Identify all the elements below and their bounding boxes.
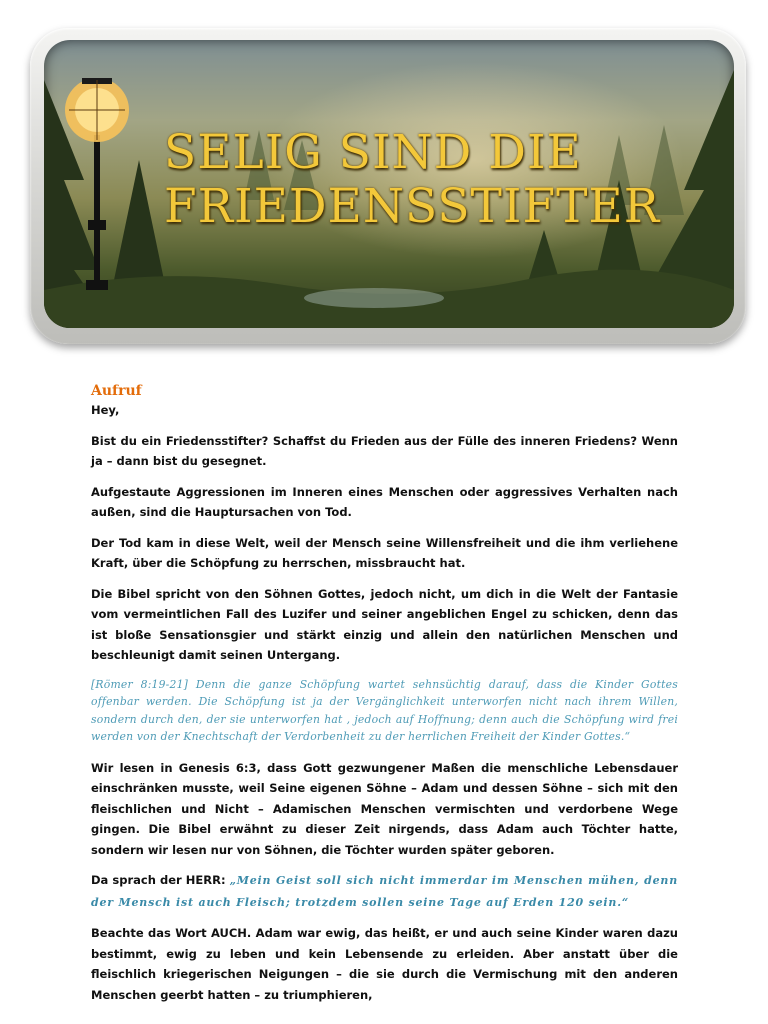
paragraph-7 (91, 923, 678, 1005)
paragraph-1: Bist du ein Friedensstifter? Schaffst du Frieden aus der Fülle des inneren Friedens? Wenn ja – dann bist du gesegnet. (91, 433, 678, 468)
banner-title-line2: FRIEDENSSTIFTER (164, 179, 661, 234)
herr-colon: : (220, 873, 230, 887)
greeting: Hey, (91, 403, 120, 417)
p7-lead: Beachte das Wort (91, 926, 211, 940)
p7-auch-word: AUCH (210, 926, 247, 940)
paragraph-4: Die Bibel spricht von den Söhnen Gottes, jedoch nicht, um dich in die Welt der Fantasie vom vermeintlichen Fall des Luzifer und seiner angeblichen Engel zu schicken, denn das ist bloße Sensationsgier und stärkt einzig und allein den natürlichen Menschen und beschleunigt damit seinen Untergang. (91, 586, 678, 662)
paragraph-5: Wir lesen in Genesis 6:3, dass Gott gezwungener Maßen die menschliche Lebensdauer einschränken musste, weil Seine eigenen Söhne – Adam und dessen Söhne – sich mit den fleischlichen und Nicht – Adamischen Menschen vermischten und verdorbene Wege gingen. Die Bibel erwähnt zu dieser Zeit nirgends, dass Adam auch Töchter hatte, sondern wir lesen nur von Söhnen, die Töchter wurden später geboren. (91, 760, 678, 857)
herr-lead: Da sprach der HERR (91, 873, 221, 887)
p7-rest: . Adam war ewig, das heißt, er und auch seine Kinder waren dazu bestimmt, ewig zu leben und kein Lebensende zu erleiden. Aber anstatt über die fleischlich kriegerischen Neigungen – die sie durch die Vermischung mit den anderen Menschen geerbt hatten – zu triumphieren, (91, 926, 678, 1002)
banner-image (44, 40, 734, 328)
paragraph-2: Aufgestaute Aggressionen im Inneren eines Menschen oder aggressives Verhalten nach außen, sind die Hauptursachen von Tod. (91, 484, 678, 519)
banner-title (164, 126, 704, 234)
paragraph-3: Der Tod kam in diese Welt, weil der Mensch seine Willensfreiheit und die ihm verliehene Kraft, über die Schöpfung zu herrschen, missbraucht hat. (91, 535, 678, 570)
banner-title-line1: SELIG SIND DIE (164, 125, 582, 180)
section-heading: Aufruf (91, 383, 142, 399)
romans-quote: [Römer 8:19-21] Denn die ganze Schöpfung wartet sehnsüchtig darauf, dass die Kinder Gottes offenbar werden. Die Schöpfung ist ja der Vergänglichkeit unterworfen nicht nach ihrem Willen, sondern durch den, der sie unterworfen hat , jedoch auf Hoffnung; denn auch die Schöpfung wird frei werden von der Knechtschaft der Verdorbenheit zu der herrlichen Freiheit der Kinder Gottes.“ (91, 677, 678, 743)
document-body (91, 382, 678, 1015)
herr-quote: „Mein Geist soll sich nicht immerdar im Menschen mühen, denn der Mensch ist auch Fleisch; trotzdem sollen seine Tage auf Erden 120 sein.“ (91, 874, 678, 909)
paragraph-6 (91, 870, 678, 913)
